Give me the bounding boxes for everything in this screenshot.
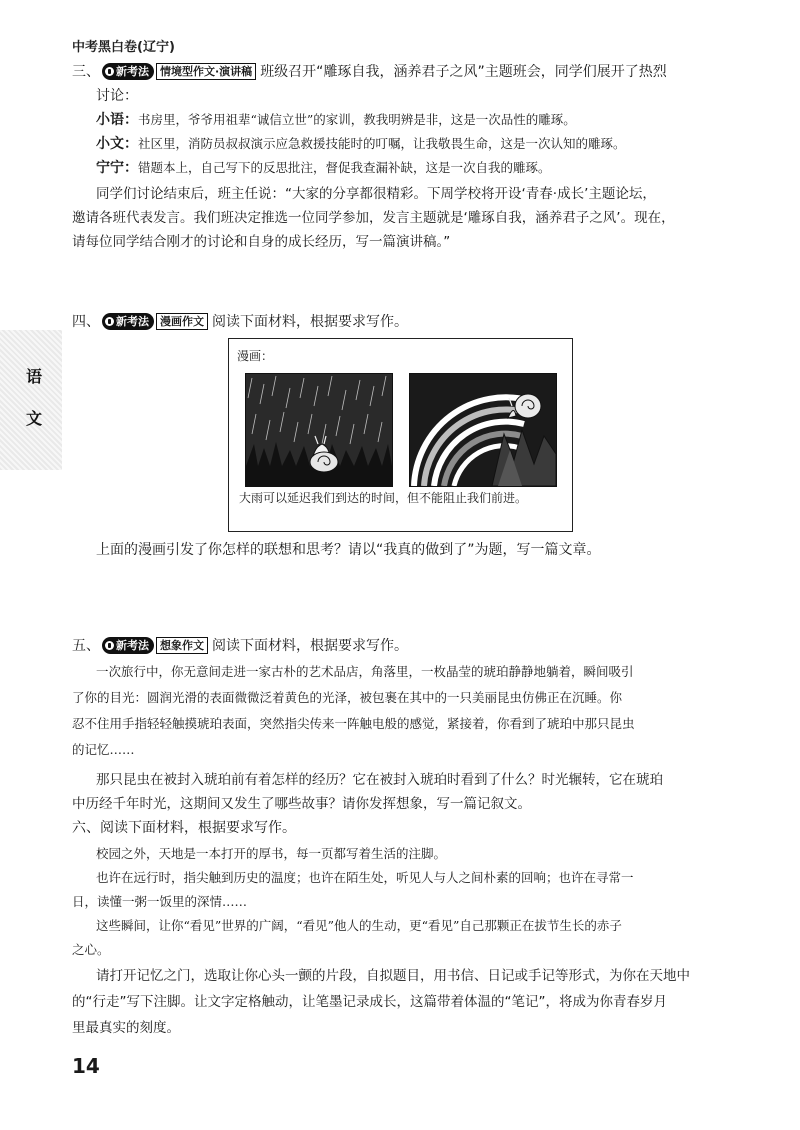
speaker-row: 小语：书房里，爷爷用祖辈“诚信立世”的家训，教我明辨是非，这是一次品性的雕琢。 [96, 112, 576, 128]
section5-material-line: 的记忆…… [72, 742, 135, 757]
question-type-tag: 想象作文 [156, 637, 208, 654]
subject-side-tab [0, 330, 62, 470]
section3-heading-line [72, 62, 667, 82]
rainbow-snail-illustration [410, 374, 556, 486]
section3-paragraph-line: 请每位同学结合刚才的讨论和自身的成长经历，写一篇演讲稿。” [72, 234, 451, 250]
section5-task-line: 那只昆虫在被封入琥珀前有着怎样的经历？它在被封入琥珀时看到了什么？时光辗转，它在琥珀 [96, 772, 663, 788]
section6-task-line: 的“行走”写下注脚。让文字定格触动，让笔墨记录成长，这篇带着体温的“笔记”，将成为你青春岁月 [72, 994, 667, 1010]
question-type-tag: 情境型作文·演讲稿 [156, 63, 256, 80]
section6-material-line: 校园之外，天地是一本打开的厚书，每一页都写着生活的注脚。 [96, 846, 447, 861]
comic-label: 漫画： [237, 349, 274, 363]
section6-material-line: 日，读懂一粥一饭里的深情…… [72, 894, 248, 909]
section3-paragraph-line: 同学们讨论结束后，班主任说：“大家的分享都很精彩。下周学校将开设‘青春·成长’主题论坛， [96, 186, 656, 202]
section6-task-line: 请打开记忆之门，选取让你心头一颤的片段，自拟题目，用书信、日记或手记等形式，为你在天地中 [96, 968, 690, 984]
section5-material-line: 一次旅行中，你无意间走进一家古朴的艺术品店，角落里，一枚晶莹的琥珀静静地躺着，瞬间吸引 [96, 664, 634, 679]
section3-intro-cont: 讨论： [96, 88, 138, 104]
section6-heading: 六、阅读下面材料，根据要求写作。 [72, 820, 296, 836]
page-number: 14 [72, 1054, 100, 1078]
bulb-icon [105, 641, 114, 650]
bulb-icon [105, 317, 114, 326]
comic-figure [228, 338, 573, 532]
section5-heading-line: 五、 新考法 想象作文 阅读下面材料，根据要求写作。 [72, 638, 408, 654]
section5-task-line: 中历经千年时光，这期间又发生了哪些故事？请你发挥想象，写一篇记叙文。 [72, 796, 531, 812]
section4-prompt: 上面的漫画引发了你怎样的联想和思考？请以“我真的做到了”为题，写一篇文章。 [96, 542, 601, 558]
section3-intro: 班级召开“雕琢自我，涵养君子之风”主题班会，同学们展开了热烈 [260, 64, 667, 80]
speaker-row: 小文：社区里，消防员叔叔演示应急救援技能时的叮嘱，让我敬畏生命，这是一次认知的雕琢。 [96, 136, 626, 152]
rain-snail-illustration [246, 374, 392, 486]
section6-material-line: 这些瞬间，让你“看见”世界的广阔，“看见”他人的生动，更“看见”自己那颗正在拔节生长的赤子 [96, 918, 622, 933]
question-type-tag: 漫画作文 [156, 313, 208, 330]
section6-task-line: 里最真实的刻度。 [72, 1020, 180, 1036]
section3-paragraph-line: 邀请各班代表发言。我们班决定推选一位同学参加，发言主题就是‘雕琢自我，涵养君子之风’。现在， [72, 210, 675, 226]
new-method-badge: 新考法 [102, 313, 154, 330]
side-tab-char-2: 文 [26, 409, 43, 428]
section3-number: 三、 [72, 64, 100, 80]
bulb-icon [105, 67, 114, 76]
section5-material-line: 忍不住用手指轻轻触摸琥珀表面，突然指尖传来一阵触电般的感觉，紧接着，你看到了琥珀中那只昆虫 [72, 716, 635, 731]
comic-caption: 大雨可以延迟我们到达的时间，但不能阻止我们前进。 [239, 491, 528, 505]
side-tab-char-1: 语 [26, 367, 43, 386]
running-header: 中考黑白卷(辽宁) [72, 40, 175, 55]
new-method-badge: 新考法 [102, 63, 154, 80]
comic-panel-rainbow [409, 373, 557, 487]
section6-material-line: 之心。 [72, 942, 110, 957]
section5-material-line: 了你的目光：圆润光滑的表面微微泛着黄色的光泽，被包裹在其中的一只美丽昆虫仿佛正在沉睡。你 [72, 690, 623, 705]
section4-heading-line: 四、 新考法 漫画作文 阅读下面材料，根据要求写作。 [72, 314, 408, 330]
speaker-row: 宁宁：错题本上，自己写下的反思批注，督促我查漏补缺，这是一次自我的雕琢。 [96, 160, 551, 176]
comic-panel-rain [245, 373, 393, 487]
section6-material-line: 也许在远行时，指尖触到历史的温度；也许在陌生处，听见人与人之间朴素的回响；也许在寻常一 [96, 870, 634, 885]
new-method-badge: 新考法 [102, 637, 154, 654]
